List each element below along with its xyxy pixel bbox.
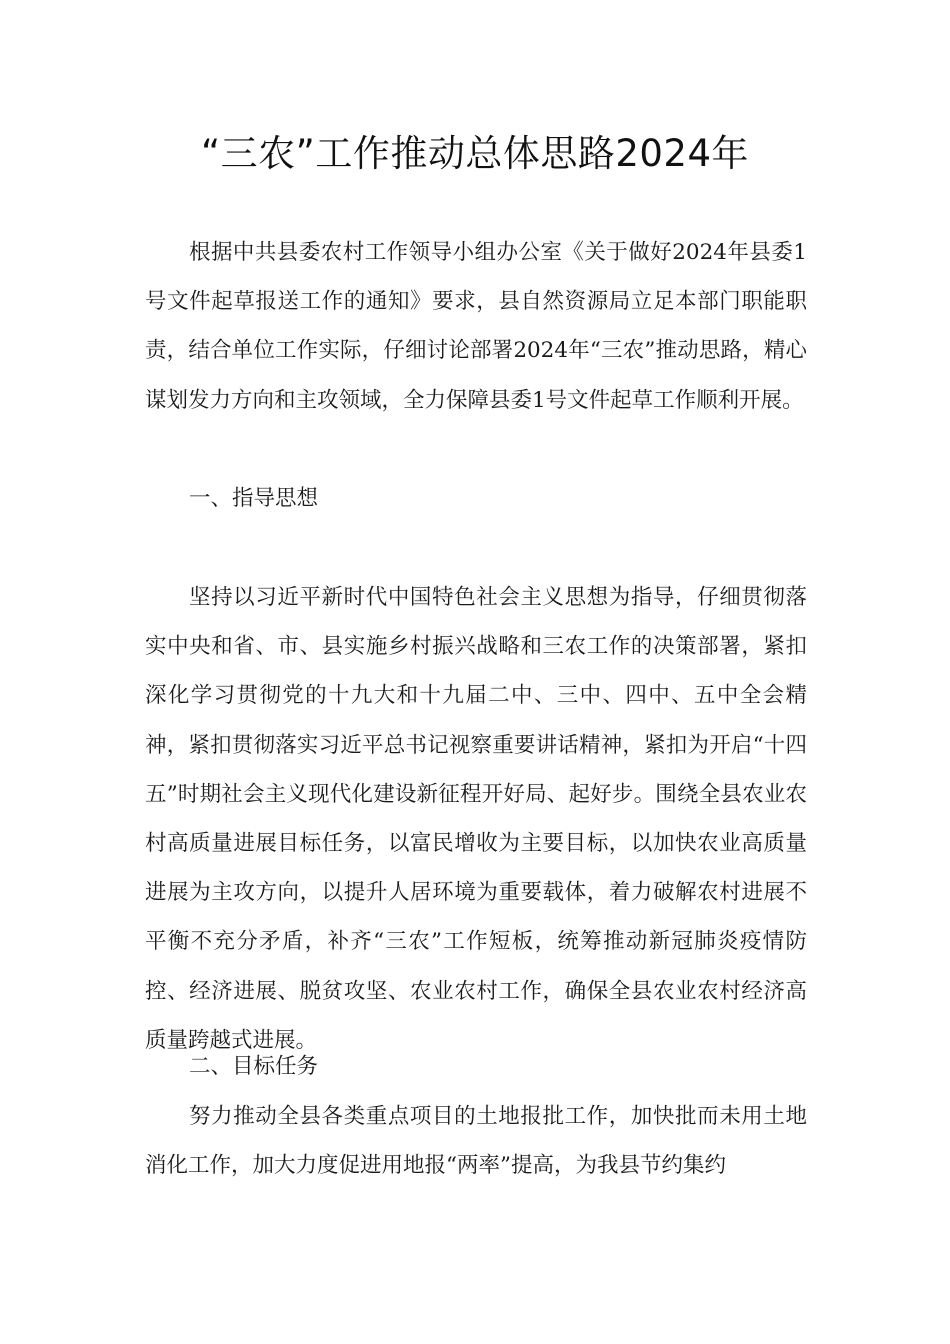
paragraph-intro — [145, 228, 807, 425]
section-heading-2-text: 二、目标任务 — [189, 1054, 319, 1079]
section-heading-objectives — [145, 1042, 807, 1091]
paragraph-intro-text: 根据中共县委农村工作领导小组办公室《关于做好2024年县委1号文件起草报送工作的通知》要求，县自然资源局立足本部门职能职责，结合单位工作实际，仔细讨论部署2024年“三农”推动思路，精心谋划发力方向和主攻领域，全力保障县委1号文件起草工作顺利开展。 — [145, 240, 807, 413]
page-title: “三农”工作推动总体思路2024年 — [201, 132, 749, 175]
paragraph-objectives-text: 努力推动全县各类重点项目的土地报批工作，加快批而未用土地消化工作，加大力度促进用地报“两率”提高，为我县节约集约 — [145, 1104, 807, 1179]
paragraph-objectives — [145, 1092, 807, 1190]
section-heading-1-text: 一、指导思想 — [189, 486, 319, 511]
section-heading-guiding-ideology — [145, 474, 807, 523]
paragraph-guiding-ideology — [145, 573, 807, 1065]
paragraph-guiding-ideology-text: 坚持以习近平新时代中国特色社会主义思想为指导，仔细贯彻落实中央和省、市、县实施乡村振兴战略和三农工作的决策部署，紧扣深化学习贯彻党的十九大和十九届二中、三中、四中、五中全会精神，紧扣贯彻落实习近平总书记视察重要讲话精神，紧扣为开启“十四五”时期社会主义现代化建设新征程开好局、起好步。围绕全县农业农村高质量进展目标任务，以富民增收为主要目标，以加快农业高质量进展为主攻方向，以提升人居环境为重要载体，着力破解农村进展不平衡不充分矛盾，补齐“三农”工作短板，统筹推动新冠肺炎疫情防控、经济进展、脱贫攻坚、农业农村工作，确保全县农业农村经济高质量跨越式进展。 — [145, 585, 807, 1053]
